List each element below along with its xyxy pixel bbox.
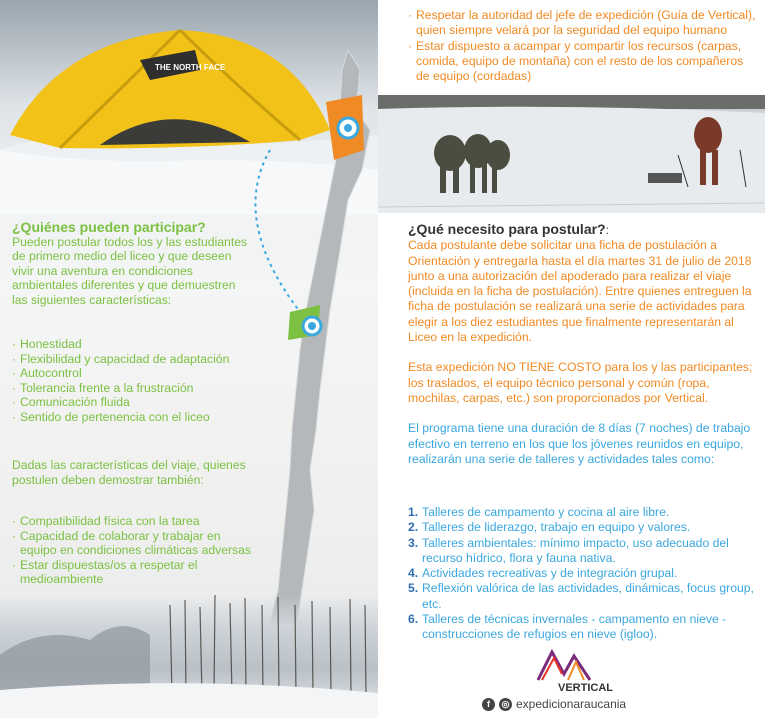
list-item: 6. Talleres de técnicas invernales - campamento en nieve - construcciones de refugios en nieve (igloo). [408,612,727,642]
social-handle: expedicionaraucania [516,697,627,711]
list-item: · Autocontrol [12,366,252,381]
postular-heading: ¿Qué necesito para postular? [408,221,606,237]
top-bullets [408,8,758,84]
cost-text: Esta expedición NO TIENE COSTO para los y las participantes; los traslados, el equipo técnico personal y común (ropa, mochilas, carpas, etc.) son proporcionados por Vertical. [408,360,753,405]
list-item: 5. Reflexión valórica de las actividades, dinámicas, focus group, etc. [408,581,754,611]
traits-list [12,337,252,425]
postular-section: ¿Qué necesito para postular?: Cada postulante debe solicitar una ficha de postulación a Orientación y entregarla hasta el día martes 31 de julio de 2018 junto a una autorización del apoderado para realizar el viaje (incluida en la ficha de postulación). Entre quienes entreguen la ficha de postulación se realizará una serie de actividades para elegir a los diez estudiantes que finalmente representarán al Liceo en la expedición. Esta expedición NO TIENE COSTO para los y las participantes; los traslados, el equipo técnico personal y común (ropa, mochilas, carpas, etc.) son proporcionados por Vertical. El programa tiene una duración de 8 días (7 noches) de trabajo efectivo en terreno en los que los jóvenes reunidos en equipo, realizarán una serie de talleres y actividades tales como: [408,222,758,467]
participate-section [12,220,252,308]
trip-intro: Dadas las características del viaje, quienes postulen deben demostrar también: [12,458,246,487]
tent-logo-text: THE NORTH FACE [155,63,226,72]
facebook-icon[interactable]: f [482,698,495,711]
right-panel [378,0,765,718]
list-item: · Compatibilidad física con la tarea [12,514,252,529]
program-list [408,505,758,643]
chile-map [230,50,378,690]
participate-heading: ¿Quiénes pueden participar? [12,219,206,235]
participate-intro: Pueden postular todos los y las estudiantes de primero medio del liceo y que deseen vivir una aventura en condiciones ambientales diferentes y que demuestren las siguientes características: [12,234,248,307]
list-item: · Tolerancia frente a la frustración [12,381,252,396]
forest-photo [0,595,378,718]
social-footer [482,694,626,714]
list-item: · Sentido de pertenencia con el liceo [12,410,252,425]
instagram-icon[interactable]: ◎ [499,698,512,711]
logo-text: VERTICAL [558,682,613,694]
left-panel [0,0,378,718]
list-item: · Capacidad de colaborar y trabajar en equipo en condiciones climáticas adversas [12,529,252,558]
list-item: · Flexibilidad y capacidad de adaptación [12,352,252,367]
list-item: 3. Talleres ambientales: mínimo impacto, uso adecuado del recurso hídrico, flora y fauna nativa. [408,535,729,565]
list-item: · Estar dispuesto a acampar y compartir los recursos (carpas, comida, equipo de montaña) con el resto de los compañeros de equipo (cordadas) [408,39,758,85]
list-item: · Estar dispuestas/os a respetar el medioambiente [12,558,252,587]
vertical-logo [528,646,628,694]
list-item: · Honestidad [12,337,252,352]
list-item: 4. Actividades recreativas y de integración grupal. [408,566,678,581]
list-item: 1. Talleres de campamento y cocina al aire libre. [408,505,670,519]
route-line [255,150,300,312]
program-text: El programa tiene una duración de 8 días (7 noches) de trabajo efectivo en terreno en los que los jóvenes reunidos en equipo, realizarán una serie de talleres y actividades tales como: [408,421,751,466]
list-item: · Respetar la autoridad del jefe de expedición (Guía de Vertical), quien siempre velará por la seguridad del equipo humano [408,8,758,39]
expedition-photo [378,95,765,213]
list-item: 2. Talleres de liderazgo, trabajo en equipo y valores. [408,520,691,535]
trip-traits-list [12,514,252,587]
list-item: · Comunicación fluida [12,395,252,410]
postular-text: Cada postulante debe solicitar una ficha de postulación a Orientación y entregarla hasta el día martes 31 de julio de 2018 junto a una autorización del apoderado para realizar el viaje (incluida en la ficha de postulación). Entre quienes entreguen la ficha de postulación se realizará una serie de actividades para elegir a los diez estudiantes que finalmente representarán al Liceo en la expedición. [408,238,752,345]
